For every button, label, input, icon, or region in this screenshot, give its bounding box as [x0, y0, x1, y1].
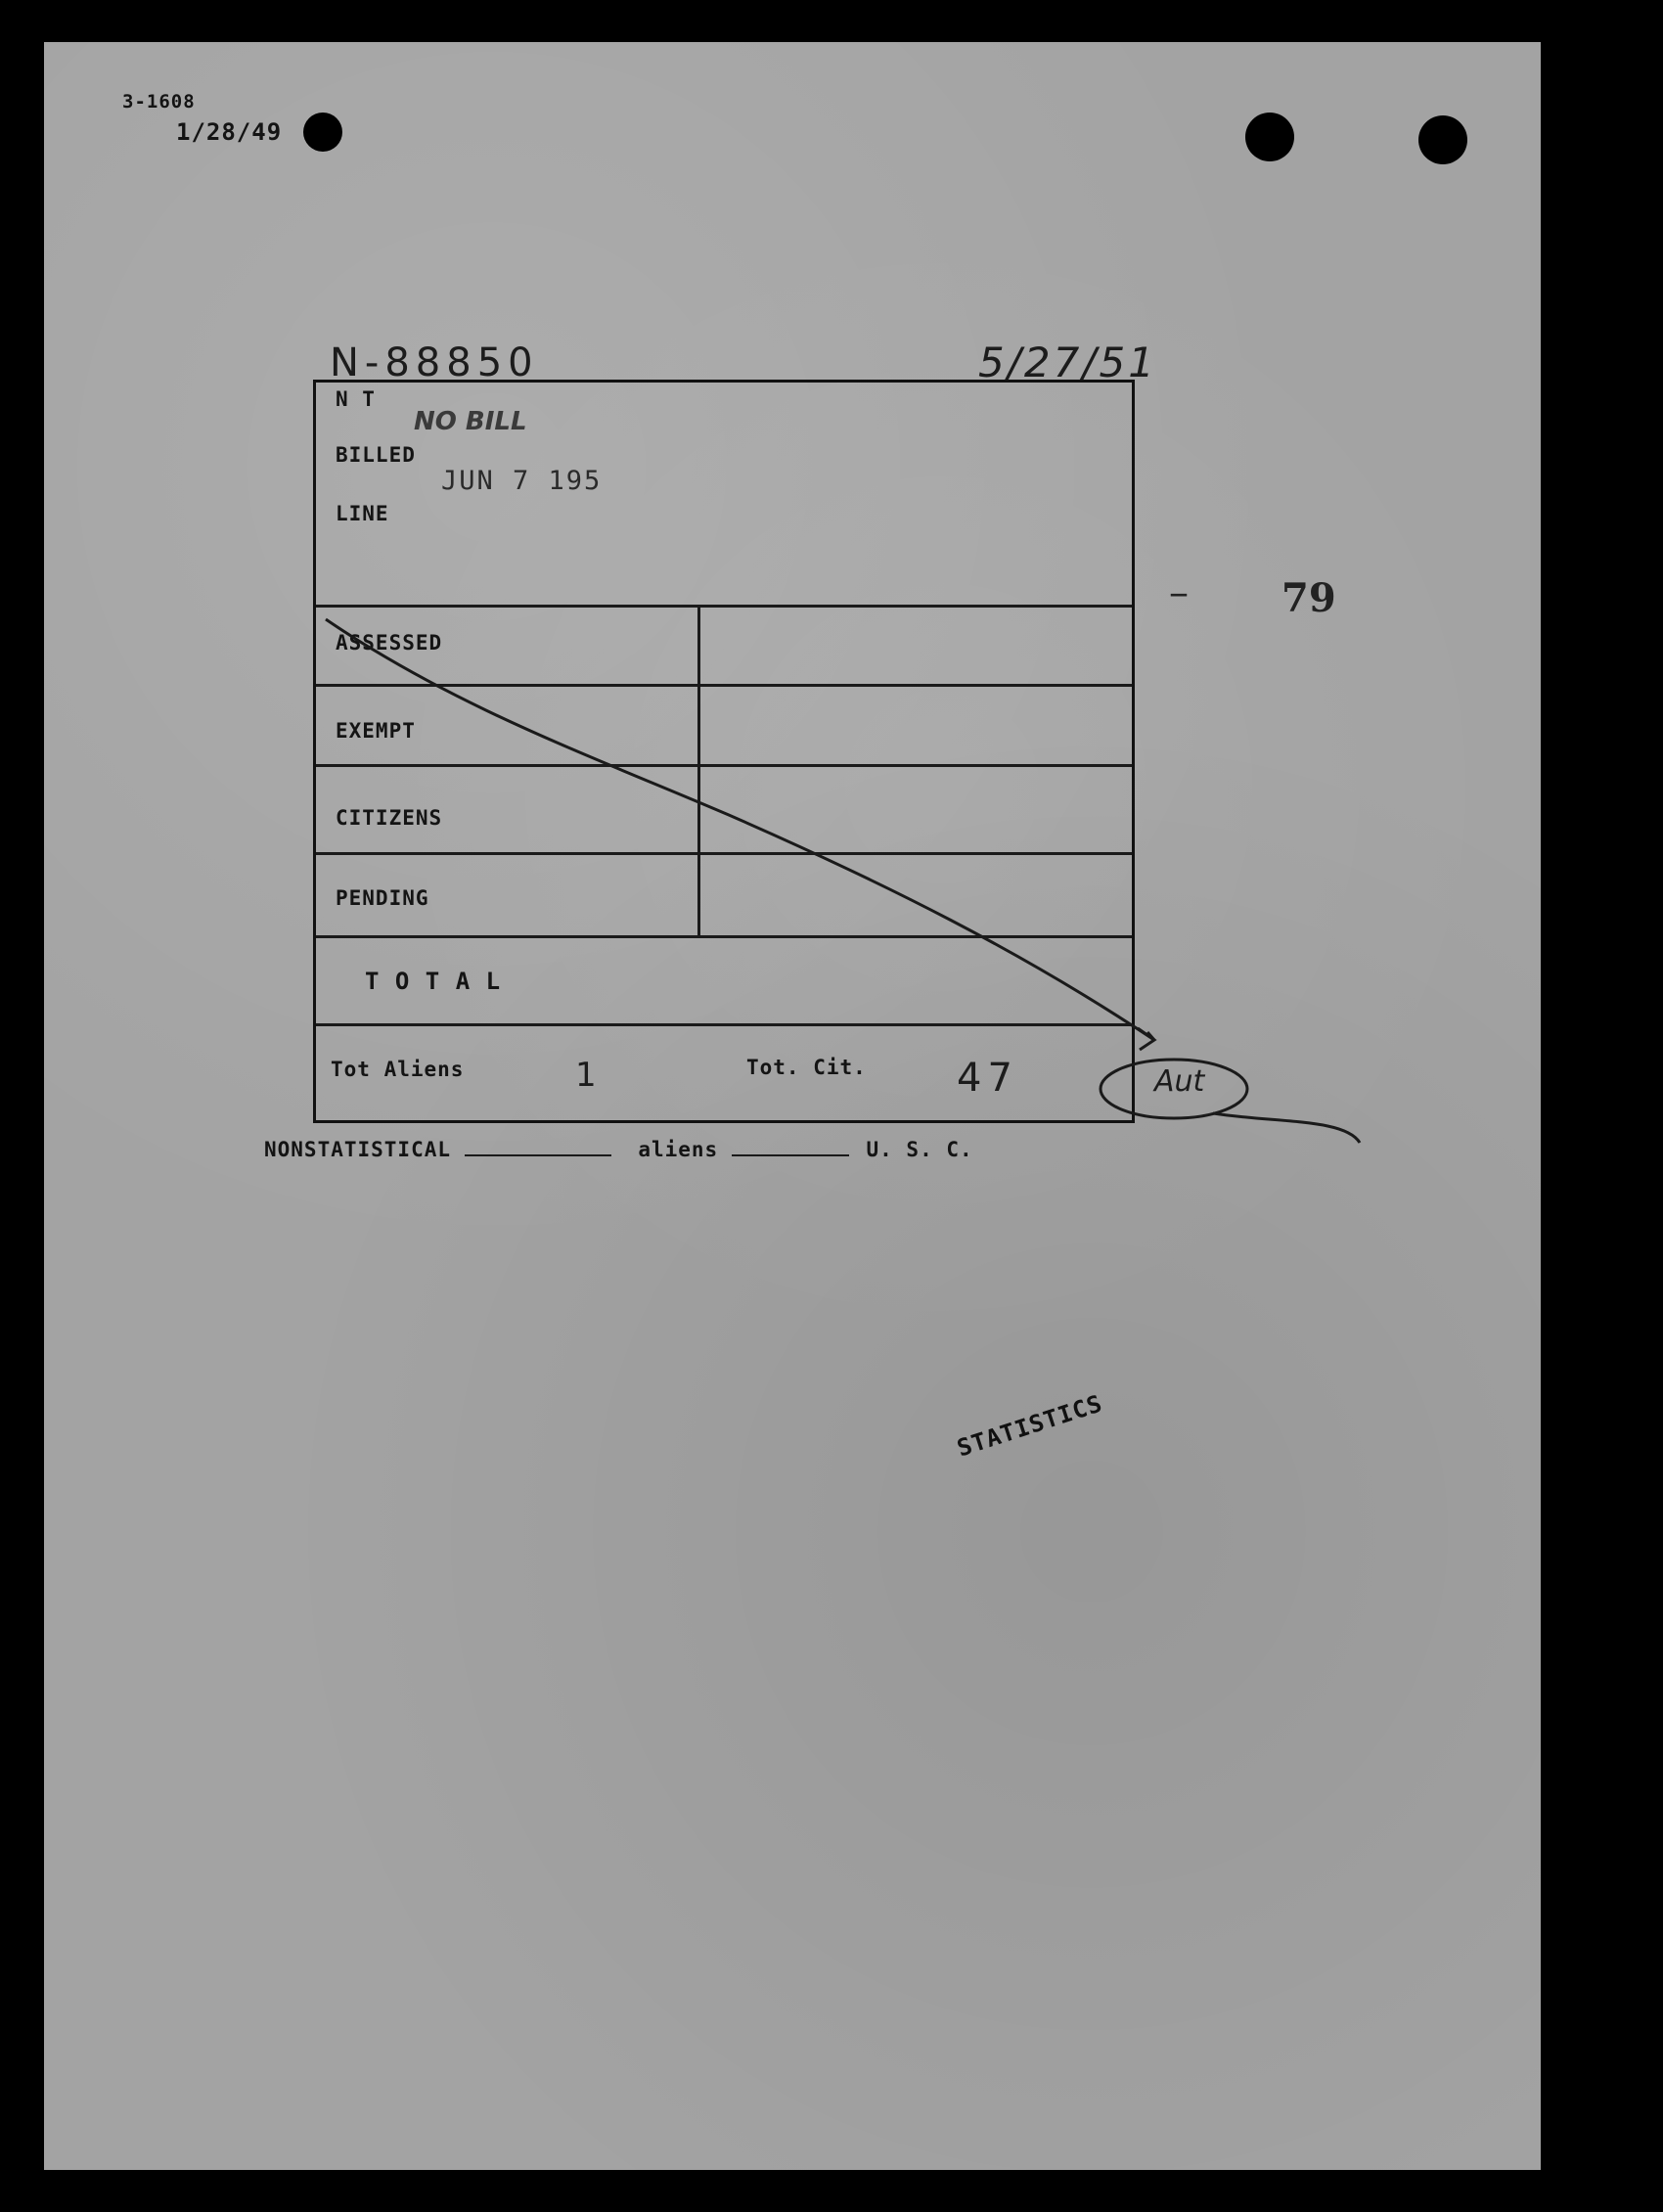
- side-dash: –: [1169, 570, 1189, 615]
- tot-aliens-label: Tot Aliens: [331, 1058, 465, 1081]
- tot-cit-label: Tot. Cit.: [746, 1056, 867, 1079]
- received-date-stamp: JUN 7 195: [441, 466, 603, 496]
- aliens-label: aliens: [638, 1138, 719, 1161]
- label-nt: N T: [336, 387, 376, 411]
- statistics-stamp: STATISTICS: [954, 1389, 1106, 1463]
- nonstatistical-label: NONSTATISTICAL: [264, 1138, 452, 1161]
- date-written: 5/27/51: [978, 339, 1157, 386]
- label-billed: BILLED: [336, 443, 416, 467]
- nonstatistical-blank-1: [465, 1154, 611, 1156]
- file-number: N-88850: [330, 340, 539, 385]
- tot-cit-value: 47: [957, 1056, 1018, 1101]
- row-label-exempt: EXEMPT: [336, 719, 416, 743]
- no-bill-stamp: NO BILL: [414, 407, 527, 436]
- nonstatistical-line: [264, 1138, 973, 1161]
- row-label-citizens: CITIZENS: [336, 806, 443, 830]
- initials: Aut: [1154, 1064, 1205, 1099]
- row-label-assessed: ASSESSED: [336, 631, 443, 655]
- nonstatistical-blank-2: [732, 1154, 849, 1156]
- tot-aliens-value: 1: [575, 1056, 597, 1095]
- label-line: LINE: [336, 502, 389, 525]
- corner-ref-line2: 1/28/49: [176, 118, 283, 146]
- total-label: T O T A L: [365, 968, 502, 995]
- usc-label: U. S. C.: [866, 1138, 973, 1161]
- handwritten-marks: [44, 42, 1541, 2170]
- corner-ref-line1: 3-1608: [122, 91, 196, 113]
- side-number: 79: [1281, 575, 1336, 621]
- document-page: [44, 42, 1541, 2170]
- row-label-pending: PENDING: [336, 886, 429, 910]
